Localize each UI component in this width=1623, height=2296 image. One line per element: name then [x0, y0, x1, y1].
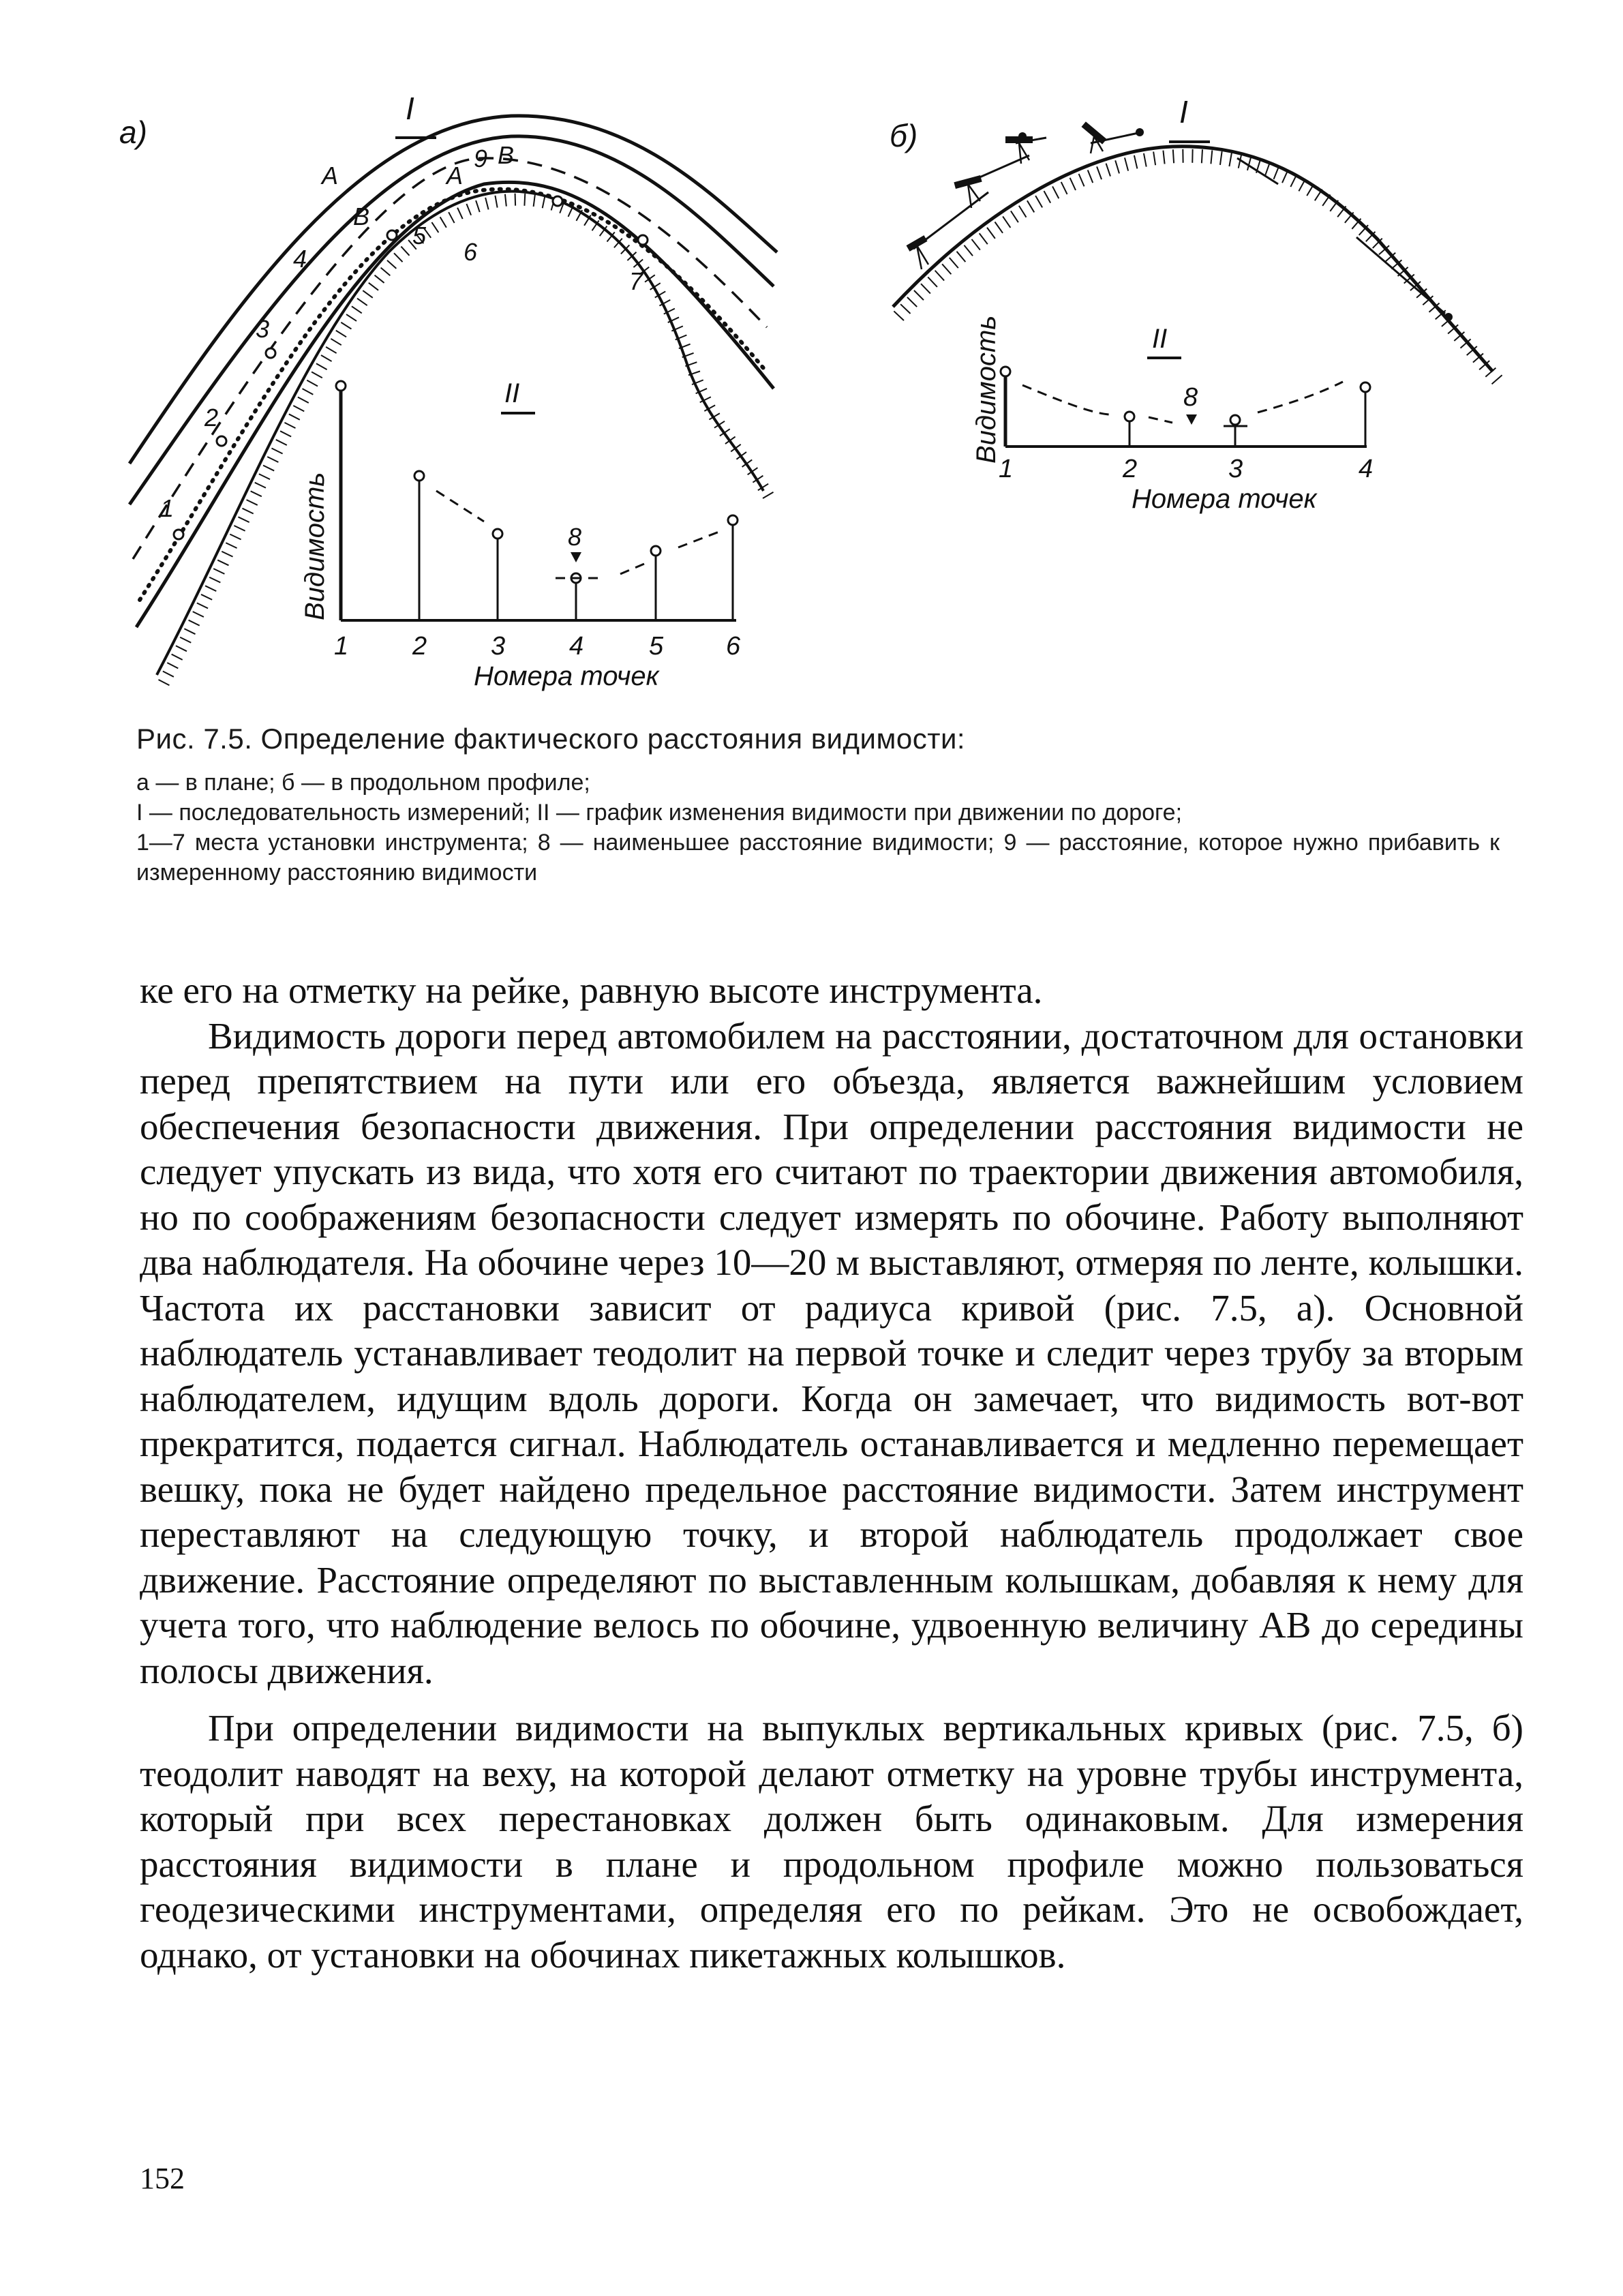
caption-legend-line-3: 1—7 места установки инструмента; 8 — наименьшее расстояние видимости; 9 — расстояние, которое нужно прибавить к измеренному расстоянию видимости — [136, 830, 1500, 886]
x-tick: 3 — [1228, 455, 1243, 483]
figure-7-5 — [102, 82, 1534, 709]
section-II-label: II — [504, 378, 520, 408]
section-I-label-b: I — [1179, 94, 1188, 130]
section-I-label: I — [406, 91, 414, 126]
x-tick: 4 — [1359, 455, 1374, 483]
x-tick: 1 — [334, 632, 349, 661]
plan-point-7: 7 — [629, 267, 643, 295]
visibility-chart-b — [971, 316, 1373, 514]
paragraph-visibility-measurement: Видимость дороги перед автомобилем на расстоянии, достаточном для остановки перед препятствием на пути или его объезда, является важнейшим условием обеспечения безопасности движения. При определении расстояния видимости не следует упускать из вида, что хотя его считают по траектории движения автомобиля, но по соображениям безопасности следует измерять по обочине. Работу выполняют два наблюдателя. На обочине через 10—20 м выставляют, отмеряя по ленте, колышки. Частота их расстановки зависит от радиуса кривой (рис. 7.5, а). Основной наблюдатель устанавливает теодолит на первой точке и следит через трубу за вторым наблюдателем, идущим вдоль дороги. Когда он замечает, что видимость вот-вот прекратится, подается сигнал. Наблюдатель останавливается и медленно перемещает вешку, пока не будет найдено предельное расстояние видимости. Затем инструмент переставляют на следующую точку, и второй наблюдатель продолжает свое движение. Расстояние определяют по выставленным колышкам, добавляя к нему для учета того, что наблюдение велось по обочине, удвоенную величину AB до середины полосы движения. — [140, 1014, 1523, 1691]
paragraph-vertical-curves: При определении видимости на выпуклых вертикальных кривых (рис. 7.5, б) теодолит наводят на веху, на которой делают отметку на уровне трубы инструмента, который при всех перестановках должен быть одинаковым. Для измерения расстояния видимости в плане и продольном профиле можно пользоваться геодезическими инструментами, определяя его по рейкам. Это не освобождает, однако, от установки на обочинах пикетажных колышков. — [140, 1707, 1523, 1976]
paragraph-continuation: ке его на отметку на рейке, равную высоте инструмента. — [140, 969, 1043, 1011]
plan-point-1: 1 — [160, 494, 175, 522]
x-axis-label-a: Номера точек — [474, 661, 659, 691]
x-tick: 2 — [412, 632, 427, 661]
panel-b-label: б) — [890, 118, 918, 153]
y-axis-label-a: Видимость — [300, 472, 330, 620]
section-II-label-b: II — [1152, 324, 1168, 354]
figure-panel-b — [886, 82, 1534, 573]
caption-title: Рис. 7.5. Определение фактического расстояния видимости: — [136, 723, 966, 755]
plan-marker-B-left: B — [353, 202, 370, 230]
visibility-chart-a — [300, 381, 741, 691]
plan-point-5: 5 — [412, 222, 427, 250]
body-text — [140, 968, 1523, 1978]
plan-marker-A-right: A — [446, 162, 464, 190]
figure-caption — [136, 723, 1500, 888]
figure-panel-a — [102, 82, 818, 695]
x-tick: 5 — [649, 632, 664, 661]
min-visibility-marker-b: 8 — [1183, 383, 1198, 412]
plan-marker-A-left: A — [322, 162, 339, 190]
panel-a-label: а) — [119, 115, 147, 150]
x-axis-label-b: Номера точек — [1132, 484, 1317, 514]
page-number: 152 — [140, 2162, 185, 2195]
plan-point-6: 6 — [464, 238, 478, 266]
plan-marker-B-right: B — [498, 141, 515, 169]
caption-legend-line-1: а — в плане; б — в продольном профиле; — [136, 770, 590, 796]
plan-point-2: 2 — [204, 404, 219, 432]
x-tick: 1 — [999, 455, 1014, 483]
plan-marker-9: 9 — [474, 145, 488, 172]
plan-point-4: 4 — [293, 245, 307, 273]
x-tick: 6 — [726, 632, 741, 661]
plan-point-3: 3 — [256, 315, 270, 343]
x-tick: 3 — [491, 632, 506, 661]
caption-legend-line-2: I — последовательность измерений; II — график изменения видимости при движении по дороге; — [136, 800, 1183, 826]
min-visibility-marker-a: 8 — [568, 523, 582, 551]
x-tick: 2 — [1123, 455, 1138, 483]
y-axis-label-b: Видимость — [971, 315, 1001, 464]
x-tick: 4 — [569, 632, 584, 661]
